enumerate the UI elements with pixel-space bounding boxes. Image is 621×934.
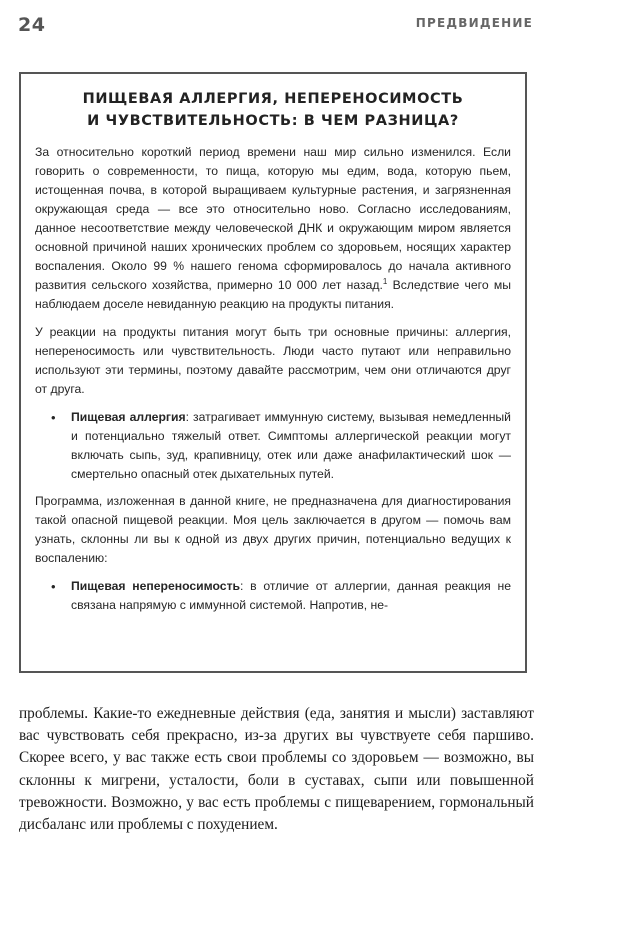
bullet-term-intolerance: Пищевая непереносимость	[71, 579, 241, 593]
bullet-dot-icon: •	[51, 579, 56, 594]
sidebar-box	[19, 72, 527, 673]
running-head: ПРЕДВИДЕНИЕ	[415, 16, 533, 30]
bullet-term-allergy: Пищевая аллергия	[71, 410, 186, 424]
sidebar-title-line-1: ПИЩЕВАЯ АЛЛЕРГИЯ, НЕПЕРЕНОСИМОСТЬ	[82, 91, 464, 107]
footnote-marker: 1	[382, 276, 388, 286]
bullet-text-allergy: : затрагивает иммунную систему, вызывая немедленный и потенциально тяжелый ответ. Симптомы аллергической реакции могут включать сыпь, зуд, крапивницу, отек или даже анафилактический шок — смертельно опасный отек дыхательных путей.	[71, 410, 511, 481]
sidebar-title-line-2: И ЧУВСТВИТЕЛЬНОСТЬ: В ЧЕМ РАЗНИЦА?	[87, 113, 459, 129]
page-number: 24	[18, 14, 46, 36]
sidebar-paragraph-1-text: За относительно короткий период времени наш мир сильно изменился. Если говорить о современности, то пища, которую мы едим, вода, которую пьем, истощенная почва, в которой выращиваем культурные растения, и загрязненная окружающая среда — все это относительно ново. Согласно исследованиям, данное несоответствие между человеческой ДНК и окружающим миром является основной причиной наших хронических проблем со здоровьем, носящих характер воспаления. Около 99 % нашего генома сформировалось до начала активного развития сельского хозяйства, примерно 10 000 лет назад.	[35, 145, 511, 292]
sidebar-title	[41, 88, 505, 132]
main-paragraph: проблемы. Какие-то ежедневные действия (еда, занятия и мысли) заставляют вас чувствовать себя прекрасно, из-за других вы чувствуете себя паршиво. Скорее всего, у вас также есть свои проблемы со здоровьем — возможно, вы склонны к мигрени, усталости, боли в суставах, сыпи или повышенной тревожности. Возможно, у вас есть проблемы с пищеварением, гормональный дисбаланс или проблемы с похудением.	[19, 705, 534, 834]
bullet-food-intolerance	[35, 577, 511, 615]
bullet-food-allergy	[35, 408, 511, 484]
bullet-dot-icon: •	[51, 410, 56, 425]
bullet-text-intolerance: : в отличие от аллергии, данная реакция не связана напрямую с иммунной системой. Напротив, не-	[71, 579, 511, 612]
sidebar-paragraph-2: У реакции на продукты питания могут быть три основные причины: аллергия, непереносимость или чувствительность. Люди часто путают или неправильно используют эти термины, поэтому давайте рассмотрим, чем они отличаются друг от друга.	[35, 325, 511, 396]
sidebar-paragraph-1	[35, 143, 511, 314]
sidebar-paragraph-1-end: Вследствие чего мы наблюдаем доселе невиданную реакцию на продукты питания.	[35, 278, 511, 311]
sidebar-paragraph-3: Программа, изложенная в данной книге, не предназначена для диагностирования такой опасной пищевой реакции. Моя цель заключается в другом — помочь вам узнать, склонны ли вы к одной из двух других причин, потенциально ведущих к воспалению:	[35, 494, 511, 565]
